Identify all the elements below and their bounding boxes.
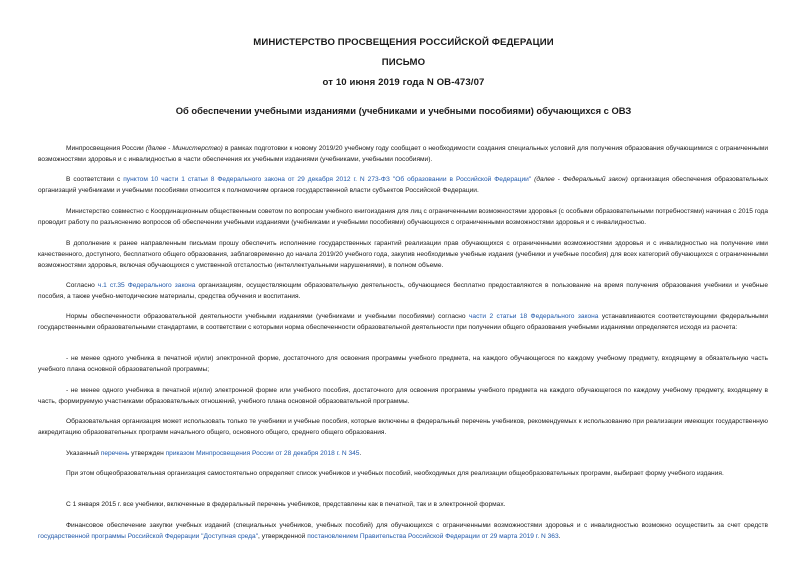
p10-text-c: . (359, 450, 362, 457)
document-type: ПИСЬМО (381, 57, 426, 68)
p13-text-b: , утвержденной (258, 533, 308, 541)
paragraph-6 (38, 311, 768, 333)
document-date-number: от 10 июня 2019 года N ОВ-473/07 (322, 77, 485, 88)
p10-link-list[interactable]: перечень (100, 450, 130, 457)
paragraph-4: В дополнение к ранее направленным письмам прошу обеспечить исполнение государственных гарантий реализации прав обучающихся с ограниченными возможностями здоровья и с инвалидностью на получение ими качественного, доступного, бесплатного общего образования, заблаговременно до начала 2019/20 учебного года, закупив необходимые учебные издания (учебники и учебные пособия) для всех категорий обучающихся с ограниченными возможностями здоровья, включая обучающихся с умственной отсталостью (интеллектуальными нарушениями), в полном объеме. (38, 240, 768, 270)
p1-text-c: в рамках подготовки к новому 2019/20 учебному году сообщает о необходимости создания специальных условий для получения образования обучающимися с ограниченными возможностями здоровья и с инвалидностью в части обеспечения их учебными изданиями (учебниками, учебными пособиями). (38, 145, 769, 164)
p13-text-a: Финансовое обеспечение закупки учебных изданий (специальных учебников, учебных пособий) для обучающихся с ограниченными возможностями здоровья и с инвалидностью возможно осуществить за счет средств (66, 522, 768, 529)
paragraph-5 (38, 280, 768, 302)
paragraph-7: - не менее одного учебника в печатной и(или) электронной форме, достаточного для освоения программы учебного предмета, на каждого обучающегося по каждому учебному предмету, входящему в обязательную часть учебного плана основной образовательной программы; (38, 355, 768, 374)
paragraph-8: - не менее одного учебника в печатной и(или) электронной форме или учебного пособия, достаточного для освоения программы учебного предмета на каждого обучающегося по каждому учебному предмету, входящему в часть, формируемую участниками образовательных отношений, учебного плана основной образовательной программы. (38, 387, 768, 406)
p13-text-c: . (558, 533, 561, 541)
p1-text-a: Минпросвещения России (66, 145, 146, 152)
paragraph-1 (38, 143, 768, 165)
p10-text-b: утвержден (129, 450, 166, 457)
p10-link-order[interactable]: приказом Минпросвещения России от 28 декабря 2018 г. N 345 (165, 450, 360, 457)
paragraph-2 (38, 174, 768, 196)
paragraph-9: Образовательная организация может использовать только те учебники и учебные пособия, которые включены в федеральный перечень учебников, рекомендуемых к использованию при реализации имеющих государственную аккредитацию образовательных программ начального общего, основного общего, среднего общего образования. (38, 418, 768, 437)
p10-text-a: Указанный (66, 450, 101, 457)
p5-text-b: организациям, осуществляющим образовательную деятельность, обучающиеся бесплатно предоставляются в пользование на время получения образования учебники и учебные пособия, а также учебно-методические материалы, средства обучения и воспитания. (38, 282, 768, 301)
p2-link-law-article[interactable]: пунктом 10 части 1 статьи 8 Федерального закона от 29 декабря 2012 г. N 273-ФЗ "Об образовании в Российской Федерации" (123, 176, 532, 183)
paragraph-10 (38, 448, 768, 459)
document-title: Об обеспечении учебными изданиями (учебниками и учебными пособиями) обучающихся с ОВЗ (175, 105, 632, 116)
p1-italic-b: (далее - Министерство) (145, 145, 223, 152)
paragraph-12: С 1 января 2015 г. все учебники, включенные в федеральный перечень учебников, представлены как в печатной, так и в электронной формах. (66, 501, 506, 508)
p2-text-c: организация обеспечения образовательных организаций учебниками и учебными пособиями относится к полномочиям органов государственной власти субъектов Российской Федерации. (38, 176, 769, 195)
ministry-name: МИНИСТЕРСТВО ПРОСВЕЩЕНИЯ РОССИЙСКОЙ ФЕДЕРАЦИИ (253, 37, 554, 48)
p2-italic-b: (далее - Федеральный закон) (531, 176, 628, 183)
p6-link-article-18[interactable]: части 2 статьи 18 Федерального закона (469, 313, 599, 320)
p5-text-a: Согласно (66, 282, 98, 289)
p13-link-resolution[interactable]: постановлением Правительства Российской Федерации от 29 марта 2019 г. N 363 (307, 533, 559, 541)
paragraph-11: При этом общеобразовательная организация самостоятельно определяет список учебников и учебных пособий, необходимых для реализации общеобразовательных программ, выбирает форму учебного издания. (66, 470, 724, 477)
p6-text-a: Нормы обеспеченности образовательной деятельности учебными изданиями (учебниками и учебными пособиями) согласно (66, 313, 469, 320)
p2-text-a: В соответствии с (66, 176, 124, 183)
p5-link-article-35[interactable]: ч.1 ст.35 Федерального закона (97, 282, 196, 289)
paragraph-3: Министерство совместно с Координационным общественным советом по вопросам учебного книгоиздания для лиц с ограниченными возможностями здоровья (с особыми образовательными потребностями) начиная с 2015 года проводит работу по разъяснению вопросов об обеспечении учебными изданиями (учебниками и учебными пособиями) обучающихся с ограниченными возможностями здоровья и с инвалидностью. (38, 208, 768, 227)
paragraph-13 (38, 520, 768, 542)
p6-text-b: устанавливаются соответствующими федеральными государственными образовательными стандартами, в соответствии с которыми норма обеспеченности образовательной деятельности при получении общего образования учебными изданиями определяется исходя из расчета: (38, 313, 769, 332)
p13-link-program[interactable]: государственной программы Российской Федерации "Доступная среда" (38, 533, 259, 541)
